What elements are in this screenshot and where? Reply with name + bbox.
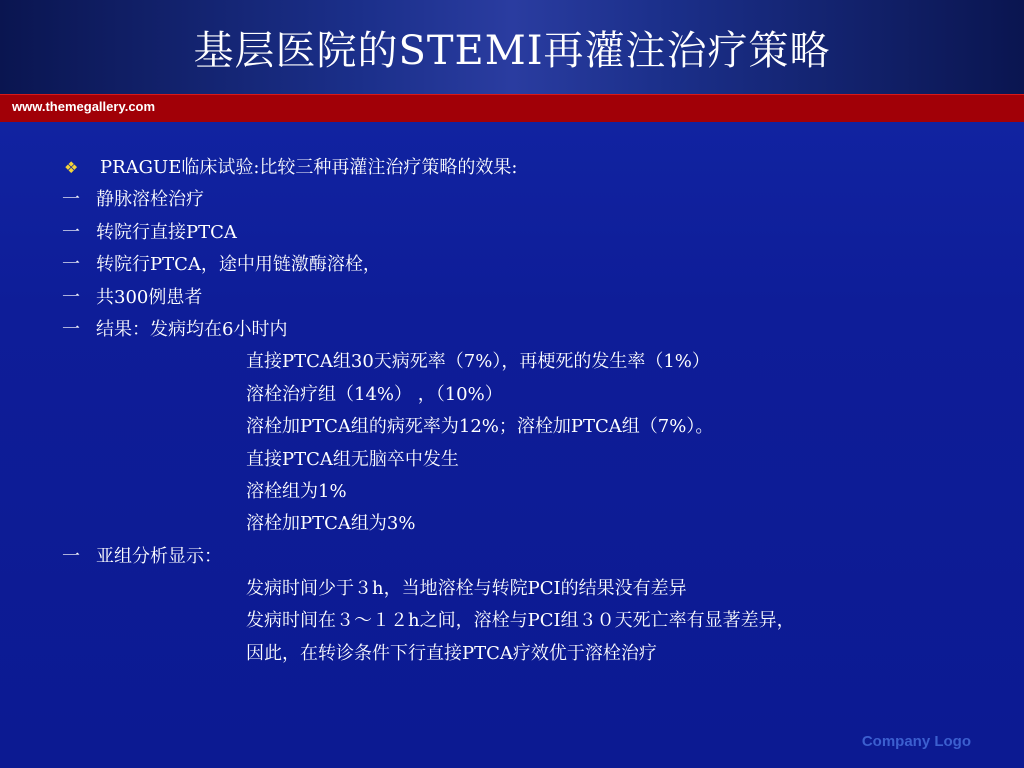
line-text: 溶栓组为1%	[246, 480, 347, 502]
slide-title: 基层医院的STEMI再灌注治疗策略	[193, 27, 831, 74]
content-line	[62, 282, 984, 314]
slide-body	[62, 152, 984, 670]
dash-marker: 一	[62, 189, 80, 211]
title-bar	[0, 0, 1024, 94]
line-text: 溶栓加PTCA组的病死率为12%；溶栓加PTCA组（7%）。	[246, 416, 714, 438]
content-line-indented	[62, 476, 984, 508]
content-line-indented	[62, 638, 984, 670]
line-text: 因此，在转诊条件下行直接PTCA疗效优于溶栓治疗	[246, 642, 657, 664]
dash-marker: 一	[62, 318, 80, 340]
content-line	[62, 184, 984, 216]
line-text: 发病时间少于３h，当地溶栓与转院PCI的结果没有差异	[246, 578, 687, 600]
line-text: 溶栓治疗组（14%） ，（10%）	[246, 383, 503, 405]
content-line-indented	[62, 605, 984, 637]
line-text: 发病时间在３～１２h之间，溶栓与PCI组３０天死亡率有显著差异，	[246, 610, 795, 632]
content-line	[62, 249, 984, 281]
content-line-indented	[62, 573, 984, 605]
line-text: 转院行直接PTCA	[96, 221, 237, 243]
line-text: 转院行PTCA，途中用链激酶溶栓，	[96, 254, 381, 276]
content-line-indented	[62, 444, 984, 476]
website-label: www.themegallery.com	[12, 99, 156, 114]
line-text: 直接PTCA组无脑卒中发生	[246, 448, 459, 470]
content-line-indented	[62, 379, 984, 411]
line-text: 共300例患者	[96, 286, 203, 308]
content-line	[62, 217, 984, 249]
line-text: 亚组分析显示：	[96, 545, 222, 567]
content-line	[62, 314, 984, 346]
header-band	[0, 94, 1024, 122]
line-text: 静脉溶栓治疗	[96, 189, 204, 211]
content-line	[62, 152, 984, 184]
content-line-indented	[62, 411, 984, 443]
content-line-indented	[62, 346, 984, 378]
diamond-bullet-icon: ❖	[64, 158, 79, 177]
dash-marker: 一	[62, 286, 80, 308]
content-line	[62, 541, 984, 573]
dash-marker: 一	[62, 545, 80, 567]
line-text: 溶栓加PTCA组为3%	[246, 513, 416, 535]
line-text: 直接PTCA组30天病死率（7%），再梗死的发生率（1%）	[246, 351, 710, 373]
line-text: 结果：发病均在6小时内	[96, 318, 288, 340]
line-text: PRAGUE临床试验:比较三种再灌注治疗策略的效果:	[100, 157, 518, 178]
dash-marker: 一	[62, 254, 80, 276]
content-line-indented	[62, 508, 984, 540]
dash-marker: 一	[62, 221, 80, 243]
company-logo: Company Logo	[861, 733, 971, 750]
